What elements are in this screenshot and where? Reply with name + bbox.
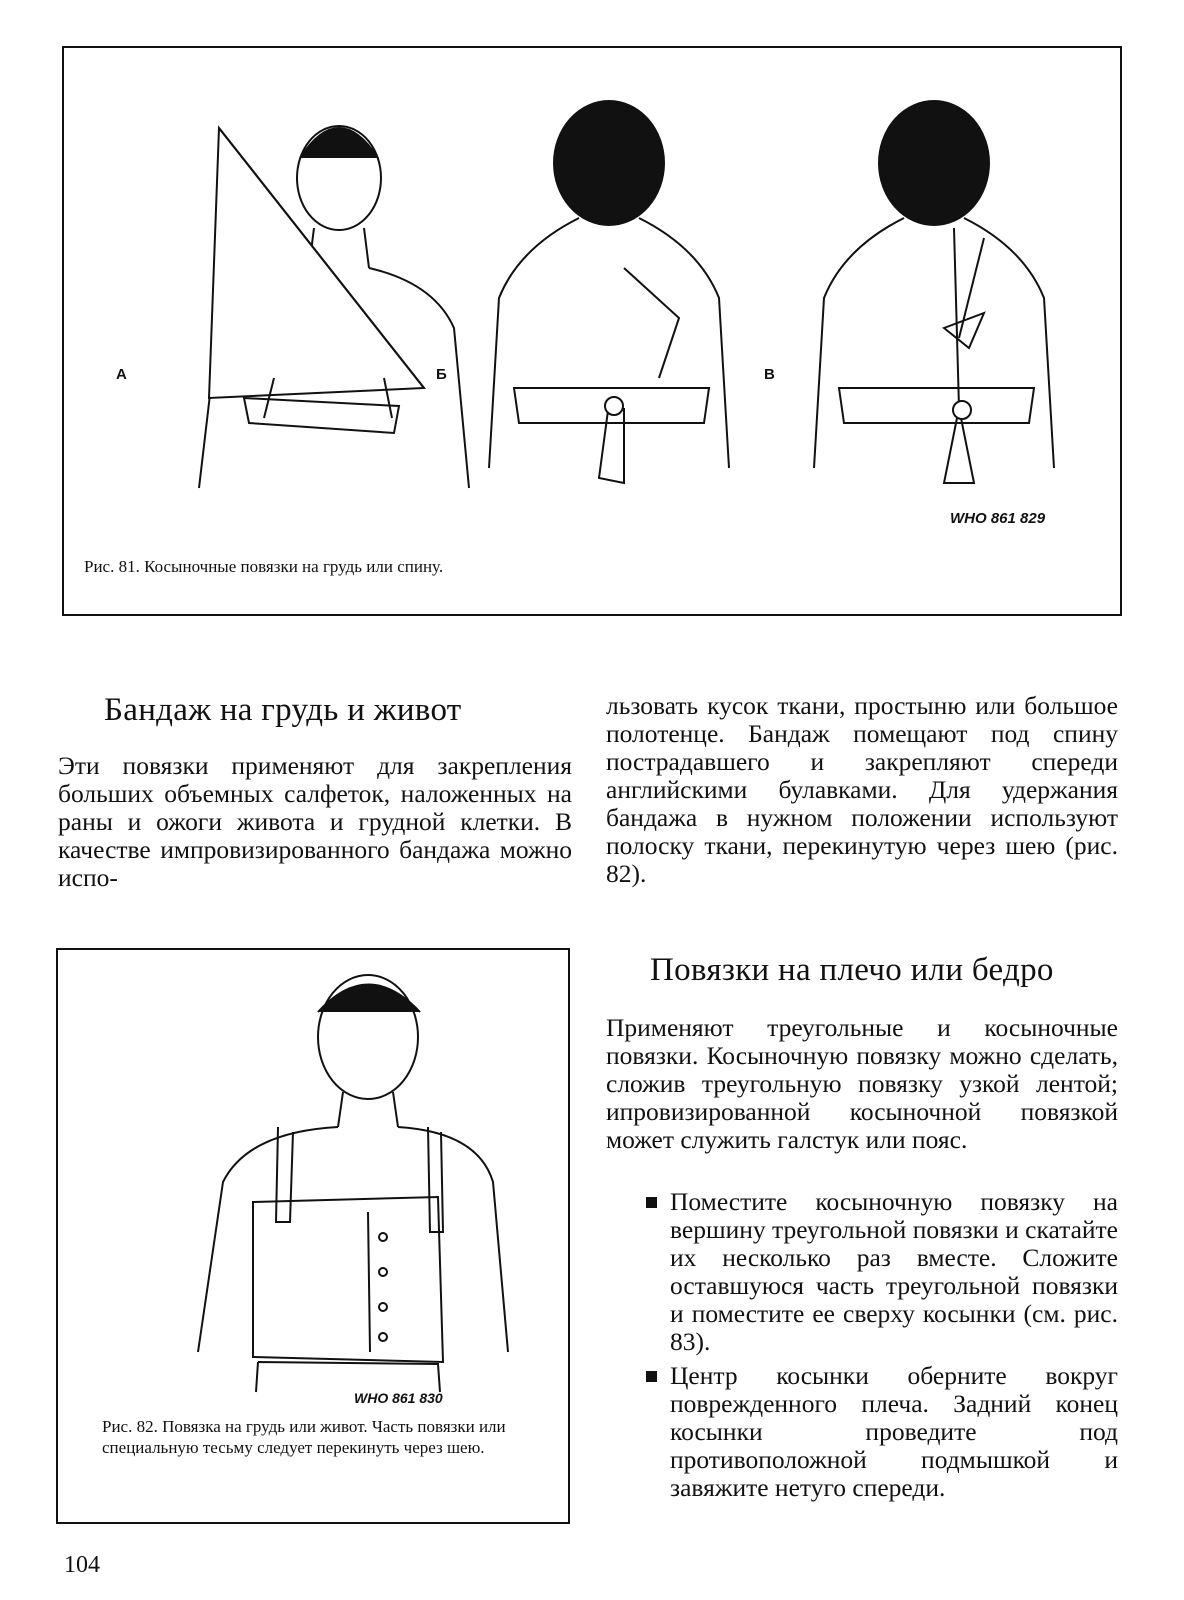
figure-82-code: WHO 861 830 bbox=[354, 1390, 443, 1406]
figure-82-illustration bbox=[158, 962, 478, 1392]
figure-81-panel-c-illustration bbox=[784, 88, 1084, 508]
figure-81-code: WHO 861 829 bbox=[950, 510, 1046, 527]
figure-81-panel-b-label: Б bbox=[436, 366, 447, 383]
figure-81 bbox=[62, 46, 1122, 616]
section-heading-shoulder-hip: Повязки на плечо или бедро bbox=[650, 952, 1054, 988]
figure-82-caption: Рис. 82. Повязка на грудь или живот. Часть повязки или специальную тесьму следует перекинуть через шею. bbox=[102, 1417, 506, 1457]
list-item bbox=[640, 1188, 1118, 1356]
section-heading-chest-abdomen: Бандаж на грудь и живот bbox=[104, 692, 462, 728]
bullet-square-icon bbox=[646, 1197, 657, 1208]
figure-82 bbox=[56, 948, 570, 1524]
bullet-square-icon bbox=[646, 1371, 657, 1382]
figure-81-panel-c-label: В bbox=[764, 366, 775, 383]
figure-81-panel-b-illustration bbox=[459, 88, 759, 508]
list-item-text: Центр косынки оберните вокруг поврежденного плеча. Задний конец косынки проведите под противоположной подмышкой и завяжите нетуго спереди. bbox=[670, 1361, 1118, 1502]
section-1-paragraph-part1: Эти повязки применяют для закрепления больших объемных салфеток, наложенных на раны и ожоги живота и грудной клетки. В качестве импровизированного бандажа можно испо- bbox=[58, 751, 572, 892]
figure-81-panel-a-illustration bbox=[124, 88, 464, 508]
figure-81-caption: Рис. 81. Косыночные повязки на грудь или спину. bbox=[84, 557, 444, 576]
instruction-list bbox=[640, 1188, 1118, 1508]
section-1-paragraph-part2: льзовать кусок ткани, простыню или большое полотенце. Бандаж помещают под спину пострадавшего и закрепляют спереди английскими булавками. Для удержания бандажа в нужном положении используют полоску ткани, перекинутую через шею (рис. 82). bbox=[606, 691, 1118, 888]
section-2-paragraph: Применяют треугольные и косыночные повязки. Косыночную повязку можно сделать, сложив треугольную повязку узкой лентой; ипровизированной косыночной повязкой может служить галстук или пояс. bbox=[606, 1013, 1118, 1154]
page-number: 104 bbox=[64, 1552, 100, 1578]
list-item-text: Поместите косыночную повязку на вершину треугольной повязки и скатайте их несколько раз вместе. Сложите оставшуюся часть треугольной повязки и поместите ее сверху косынки (см. рис. 83). bbox=[670, 1187, 1118, 1356]
list-item bbox=[640, 1362, 1118, 1502]
figure-81-panel-a-label: А bbox=[116, 366, 127, 383]
